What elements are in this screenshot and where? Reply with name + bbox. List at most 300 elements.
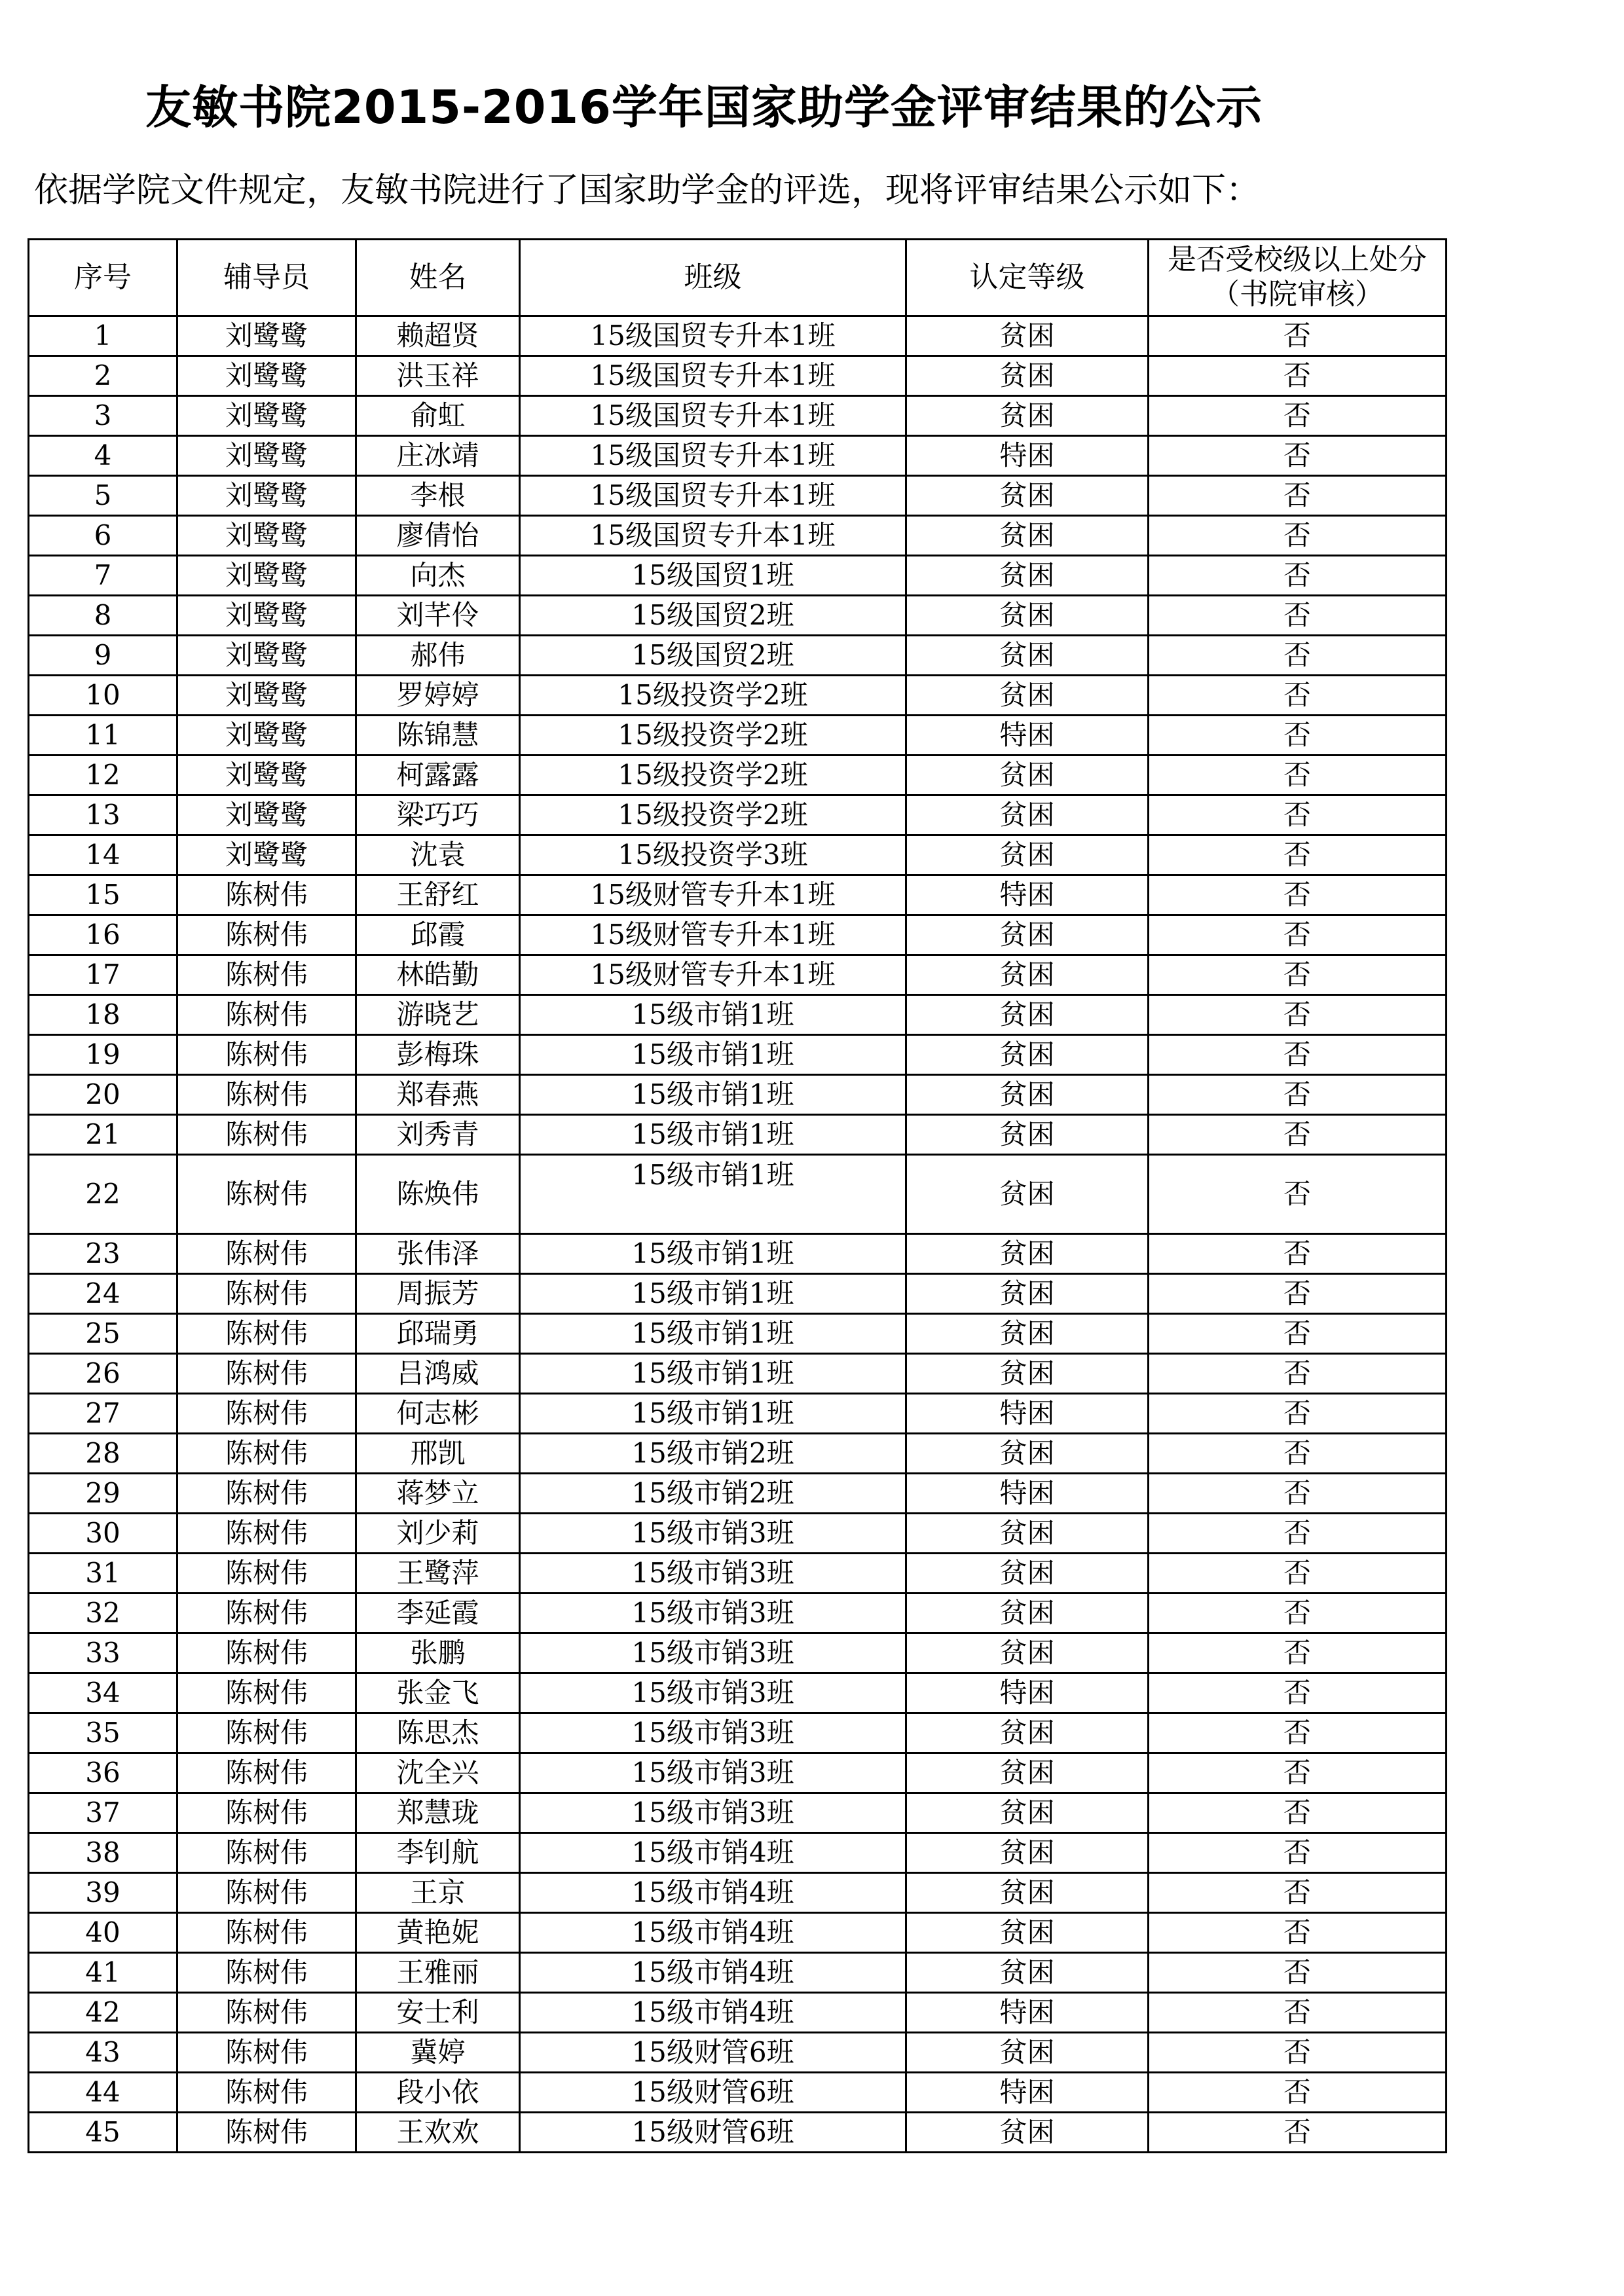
cell-counselor: 陈树伟 [177,1274,356,1314]
cell-class: 15级市销1班 [520,1394,906,1434]
cell-level: 贫困 [906,596,1149,636]
cell-index: 32 [29,1594,177,1633]
cell-level: 贫困 [906,1554,1149,1594]
table-row [29,596,1447,636]
cell-level: 贫困 [906,1035,1149,1075]
table-row [29,676,1447,716]
cell-counselor: 陈树伟 [177,1234,356,1274]
cell-name: 刘少莉 [356,1514,520,1554]
cell-disciplinary: 否 [1149,875,1447,915]
cell-counselor: 陈树伟 [177,1554,356,1594]
table-row [29,915,1447,955]
cell-name: 郑春燕 [356,1075,520,1115]
cell-disciplinary: 否 [1149,1554,1447,1594]
table-row [29,356,1447,396]
table-row [29,636,1447,676]
table-row [29,1115,1447,1155]
cell-counselor: 刘鹭鹭 [177,396,356,436]
cell-class: 15级投资学2班 [520,756,906,795]
cell-disciplinary: 否 [1149,1394,1447,1434]
cell-level: 贫困 [906,1793,1149,1833]
table-row [29,1514,1447,1554]
cell-class: 15级市销4班 [520,1873,906,1913]
cell-counselor: 陈树伟 [177,1115,356,1155]
table-row [29,1354,1447,1394]
cell-level: 贫困 [906,1434,1149,1474]
cell-index: 30 [29,1514,177,1554]
cell-level: 贫困 [906,516,1149,556]
cell-name: 周振芳 [356,1274,520,1314]
cell-class: 15级国贸专升本1班 [520,316,906,356]
cell-index: 33 [29,1633,177,1673]
cell-class: 15级市销4班 [520,1833,906,1873]
cell-level: 贫困 [906,556,1149,596]
cell-name: 李延霞 [356,1594,520,1633]
cell-index: 41 [29,1953,177,1993]
table-row [29,316,1447,356]
cell-name: 庄冰靖 [356,436,520,476]
cell-class: 15级市销3班 [520,1673,906,1713]
cell-index: 25 [29,1314,177,1354]
cell-counselor: 陈树伟 [177,1035,356,1075]
cell-counselor: 刘鹭鹭 [177,716,356,756]
cell-class: 15级国贸1班 [520,556,906,596]
cell-disciplinary: 否 [1149,2073,1447,2113]
cell-index: 21 [29,1115,177,1155]
cell-name: 陈焕伟 [356,1155,520,1234]
cell-index: 8 [29,596,177,636]
cell-disciplinary: 否 [1149,1833,1447,1873]
cell-counselor: 陈树伟 [177,1633,356,1673]
table-row [29,1993,1447,2033]
cell-name: 吕鸿威 [356,1354,520,1394]
cell-index: 19 [29,1035,177,1075]
cell-class: 15级市销3班 [520,1713,906,1753]
cell-name: 张鹏 [356,1633,520,1673]
cell-level: 贫困 [906,1155,1149,1234]
cell-index: 18 [29,995,177,1035]
cell-disciplinary: 否 [1149,1514,1447,1554]
cell-level: 特困 [906,1673,1149,1713]
cell-disciplinary: 否 [1149,835,1447,875]
cell-class: 15级市销3班 [520,1594,906,1633]
table-row [29,1633,1447,1673]
cell-class: 15级市销1班 [520,1075,906,1115]
cell-level: 贫困 [906,1115,1149,1155]
cell-class: 15级财管专升本1班 [520,875,906,915]
cell-disciplinary: 否 [1149,436,1447,476]
cell-name: 游晓艺 [356,995,520,1035]
table-row [29,995,1447,1035]
cell-class: 15级投资学3班 [520,835,906,875]
cell-name: 洪玉祥 [356,356,520,396]
cell-index: 22 [29,1155,177,1234]
table-row [29,1234,1447,1274]
cell-index: 6 [29,516,177,556]
table-row [29,955,1447,995]
cell-disciplinary: 否 [1149,1035,1447,1075]
cell-disciplinary: 否 [1149,1594,1447,1633]
cell-index: 10 [29,676,177,716]
cell-counselor: 陈树伟 [177,2033,356,2073]
cell-level: 特困 [906,2073,1149,2113]
cell-name: 刘芊伶 [356,596,520,636]
cell-disciplinary: 否 [1149,1673,1447,1713]
cell-counselor: 陈树伟 [177,875,356,915]
cell-level: 贫困 [906,316,1149,356]
cell-index: 3 [29,396,177,436]
table-row [29,795,1447,835]
table-row [29,756,1447,795]
cell-index: 26 [29,1354,177,1394]
cell-index: 9 [29,636,177,676]
table-row [29,1833,1447,1873]
cell-counselor: 刘鹭鹭 [177,516,356,556]
cell-index: 1 [29,316,177,356]
cell-disciplinary: 否 [1149,1314,1447,1354]
cell-counselor: 陈树伟 [177,1673,356,1713]
cell-index: 36 [29,1753,177,1793]
cell-disciplinary: 否 [1149,2033,1447,2073]
table-header-row [29,240,1447,316]
cell-disciplinary: 否 [1149,316,1447,356]
cell-index: 4 [29,436,177,476]
cell-counselor: 刘鹭鹭 [177,676,356,716]
cell-counselor: 刘鹭鹭 [177,756,356,795]
cell-counselor: 陈树伟 [177,1713,356,1753]
cell-counselor: 陈树伟 [177,1953,356,1993]
cell-name: 郑慧珑 [356,1793,520,1833]
table-row [29,2033,1447,2073]
cell-counselor: 陈树伟 [177,2073,356,2113]
cell-class: 15级财管专升本1班 [520,955,906,995]
cell-level: 贫困 [906,955,1149,995]
cell-counselor: 陈树伟 [177,1354,356,1394]
table-row [29,1753,1447,1793]
cell-class: 15级市销3班 [520,1793,906,1833]
cell-disciplinary: 否 [1149,716,1447,756]
cell-counselor: 刘鹭鹭 [177,556,356,596]
cell-name: 沈袁 [356,835,520,875]
cell-disciplinary: 否 [1149,1713,1447,1753]
cell-level: 贫困 [906,1713,1149,1753]
cell-counselor: 刘鹭鹭 [177,596,356,636]
cell-index: 34 [29,1673,177,1713]
cell-class: 15级国贸专升本1班 [520,436,906,476]
table-row [29,1873,1447,1913]
cell-class: 15级市销1班 [520,1314,906,1354]
cell-name: 张伟泽 [356,1234,520,1274]
header-class: 班级 [520,240,906,316]
cell-level: 贫困 [906,1833,1149,1873]
cell-class: 15级投资学2班 [520,795,906,835]
cell-class: 15级市销4班 [520,1913,906,1953]
table-row [29,396,1447,436]
cell-disciplinary: 否 [1149,2113,1447,2153]
cell-name: 段小依 [356,2073,520,2113]
cell-disciplinary: 否 [1149,1155,1447,1234]
cell-level: 贫困 [906,356,1149,396]
cell-class: 15级投资学2班 [520,676,906,716]
cell-counselor: 陈树伟 [177,915,356,955]
cell-index: 39 [29,1873,177,1913]
cell-index: 13 [29,795,177,835]
cell-level: 贫困 [906,1753,1149,1793]
cell-class: 15级国贸专升本1班 [520,396,906,436]
cell-class: 15级投资学2班 [520,716,906,756]
cell-class: 15级国贸2班 [520,636,906,676]
cell-index: 28 [29,1434,177,1474]
cell-index: 17 [29,955,177,995]
table-row [29,1594,1447,1633]
cell-name: 廖倩怡 [356,516,520,556]
cell-counselor: 陈树伟 [177,1474,356,1514]
cell-counselor: 刘鹭鹭 [177,356,356,396]
cell-disciplinary: 否 [1149,356,1447,396]
cell-disciplinary: 否 [1149,1274,1447,1314]
table-row [29,1075,1447,1115]
cell-disciplinary: 否 [1149,1075,1447,1115]
cell-level: 特困 [906,436,1149,476]
intro-paragraph: 依据学院文件规定，友敏书院进行了国家助学金的评选，现将评审结果公示如下： [34,171,1261,210]
cell-level: 贫困 [906,995,1149,1035]
cell-level: 贫困 [906,835,1149,875]
table-row [29,716,1447,756]
cell-index: 20 [29,1075,177,1115]
cell-name: 彭梅珠 [356,1035,520,1075]
cell-class: 15级国贸专升本1班 [520,516,906,556]
cell-class: 15级市销1班 [520,1155,906,1234]
cell-class: 15级财管6班 [520,2033,906,2073]
cell-disciplinary: 否 [1149,1234,1447,1274]
table-row [29,835,1447,875]
table-row [29,516,1447,556]
cell-counselor: 刘鹭鹭 [177,476,356,516]
cell-class: 15级财管6班 [520,2073,906,2113]
cell-name: 何志彬 [356,1394,520,1434]
header-counselor: 辅导员 [177,240,356,316]
cell-disciplinary: 否 [1149,476,1447,516]
cell-class: 15级市销2班 [520,1434,906,1474]
cell-level: 贫困 [906,1594,1149,1633]
cell-name: 向杰 [356,556,520,596]
cell-disciplinary: 否 [1149,1753,1447,1793]
cell-level: 贫困 [906,1953,1149,1993]
cell-counselor: 陈树伟 [177,1075,356,1115]
cell-index: 11 [29,716,177,756]
cell-name: 邢凯 [356,1434,520,1474]
cell-class: 15级市销2班 [520,1474,906,1514]
table-row [29,1394,1447,1434]
cell-disciplinary: 否 [1149,1434,1447,1474]
cell-disciplinary: 否 [1149,915,1447,955]
cell-class: 15级财管专升本1班 [520,915,906,955]
table-row [29,476,1447,516]
cell-disciplinary: 否 [1149,556,1447,596]
page-title: 友敏书院2015-2016学年国家助学金评审结果的公示 [145,81,1263,134]
cell-disciplinary: 否 [1149,795,1447,835]
table-row [29,1913,1447,1953]
cell-name: 林皓勤 [356,955,520,995]
cell-counselor: 陈树伟 [177,1434,356,1474]
cell-level: 特困 [906,1474,1149,1514]
cell-index: 12 [29,756,177,795]
cell-level: 贫困 [906,795,1149,835]
cell-name: 郝伟 [356,636,520,676]
table-row [29,1274,1447,1314]
cell-index: 5 [29,476,177,516]
cell-disciplinary: 否 [1149,1474,1447,1514]
cell-name: 王舒红 [356,875,520,915]
cell-counselor: 刘鹭鹭 [177,316,356,356]
table-row [29,556,1447,596]
cell-disciplinary: 否 [1149,1115,1447,1155]
table-row [29,1314,1447,1354]
cell-class: 15级市销1班 [520,1035,906,1075]
cell-counselor: 陈树伟 [177,1913,356,1953]
cell-disciplinary: 否 [1149,636,1447,676]
cell-name: 王京 [356,1873,520,1913]
cell-disciplinary: 否 [1149,516,1447,556]
cell-level: 贫困 [906,915,1149,955]
cell-index: 45 [29,2113,177,2153]
cell-class: 15级财管6班 [520,2113,906,2153]
cell-index: 44 [29,2073,177,2113]
cell-disciplinary: 否 [1149,1793,1447,1833]
cell-counselor: 陈树伟 [177,1873,356,1913]
cell-disciplinary: 否 [1149,1354,1447,1394]
cell-level: 贫困 [906,2113,1149,2153]
cell-name: 蒋梦立 [356,1474,520,1514]
cell-index: 35 [29,1713,177,1753]
cell-name: 柯露露 [356,756,520,795]
cell-level: 贫困 [906,636,1149,676]
cell-index: 43 [29,2033,177,2073]
cell-disciplinary: 否 [1149,1993,1447,2033]
cell-counselor: 刘鹭鹭 [177,835,356,875]
cell-disciplinary: 否 [1149,396,1447,436]
cell-class: 15级市销3班 [520,1514,906,1554]
cell-disciplinary: 否 [1149,995,1447,1035]
cell-disciplinary: 否 [1149,676,1447,716]
table-row [29,1953,1447,1993]
cell-level: 贫困 [906,1274,1149,1314]
cell-disciplinary: 否 [1149,756,1447,795]
cell-level: 贫困 [906,676,1149,716]
results-table [28,238,1447,2153]
header-name: 姓名 [356,240,520,316]
table-row [29,1713,1447,1753]
cell-disciplinary: 否 [1149,596,1447,636]
cell-index: 2 [29,356,177,396]
table-row [29,1474,1447,1514]
cell-disciplinary: 否 [1149,1913,1447,1953]
cell-name: 冀婷 [356,2033,520,2073]
cell-class: 15级市销1班 [520,995,906,1035]
cell-counselor: 陈树伟 [177,1753,356,1793]
cell-class: 15级市销1班 [520,1234,906,1274]
cell-class: 15级市销3班 [520,1753,906,1793]
cell-level: 贫困 [906,1075,1149,1115]
table-row [29,1673,1447,1713]
cell-name: 邱霞 [356,915,520,955]
cell-counselor: 陈树伟 [177,1833,356,1873]
cell-level: 贫困 [906,1234,1149,1274]
table-row [29,1793,1447,1833]
cell-index: 24 [29,1274,177,1314]
cell-level: 贫困 [906,476,1149,516]
header-level: 认定等级 [906,240,1149,316]
cell-index: 37 [29,1793,177,1833]
cell-index: 7 [29,556,177,596]
table-row [29,1434,1447,1474]
cell-class: 15级国贸2班 [520,596,906,636]
cell-index: 31 [29,1554,177,1594]
cell-level: 特困 [906,1993,1149,2033]
cell-name: 俞虹 [356,396,520,436]
header-disciplinary: 是否受校级以上处分（书院审核） [1149,240,1447,316]
cell-counselor: 刘鹭鹭 [177,436,356,476]
cell-class: 15级市销1班 [520,1354,906,1394]
cell-index: 38 [29,1833,177,1873]
cell-class: 15级市销3班 [520,1554,906,1594]
cell-level: 特困 [906,1394,1149,1434]
cell-counselor: 陈树伟 [177,1993,356,2033]
table-row [29,1035,1447,1075]
cell-name: 王鹭萍 [356,1554,520,1594]
cell-name: 陈思杰 [356,1713,520,1753]
cell-level: 贫困 [906,396,1149,436]
cell-class: 15级国贸专升本1班 [520,356,906,396]
cell-level: 贫困 [906,1633,1149,1673]
cell-level: 贫困 [906,1314,1149,1354]
cell-level: 贫困 [906,1873,1149,1913]
cell-index: 23 [29,1234,177,1274]
cell-name: 赖超贤 [356,316,520,356]
cell-counselor: 陈树伟 [177,1594,356,1633]
table-row [29,1155,1447,1234]
cell-name: 李钊航 [356,1833,520,1873]
cell-level: 特困 [906,716,1149,756]
cell-class: 15级市销1班 [520,1274,906,1314]
cell-name: 刘秀青 [356,1115,520,1155]
cell-counselor: 刘鹭鹭 [177,636,356,676]
cell-index: 29 [29,1474,177,1514]
cell-index: 40 [29,1913,177,1953]
cell-counselor: 陈树伟 [177,1793,356,1833]
cell-name: 陈锦慧 [356,716,520,756]
table-row [29,1554,1447,1594]
cell-name: 邱瑞勇 [356,1314,520,1354]
cell-class: 15级市销1班 [520,1115,906,1155]
cell-counselor: 陈树伟 [177,955,356,995]
cell-disciplinary: 否 [1149,1633,1447,1673]
table-row [29,2113,1447,2153]
cell-class: 15级市销4班 [520,1953,906,1993]
cell-index: 42 [29,1993,177,2033]
header-index: 序号 [29,240,177,316]
cell-name: 王欢欢 [356,2113,520,2153]
cell-counselor: 陈树伟 [177,995,356,1035]
cell-name: 黄艳妮 [356,1913,520,1953]
cell-class: 15级市销3班 [520,1633,906,1673]
table-row [29,436,1447,476]
cell-counselor: 陈树伟 [177,1314,356,1354]
cell-counselor: 陈树伟 [177,2113,356,2153]
cell-level: 贫困 [906,756,1149,795]
cell-counselor: 陈树伟 [177,1514,356,1554]
cell-index: 27 [29,1394,177,1434]
